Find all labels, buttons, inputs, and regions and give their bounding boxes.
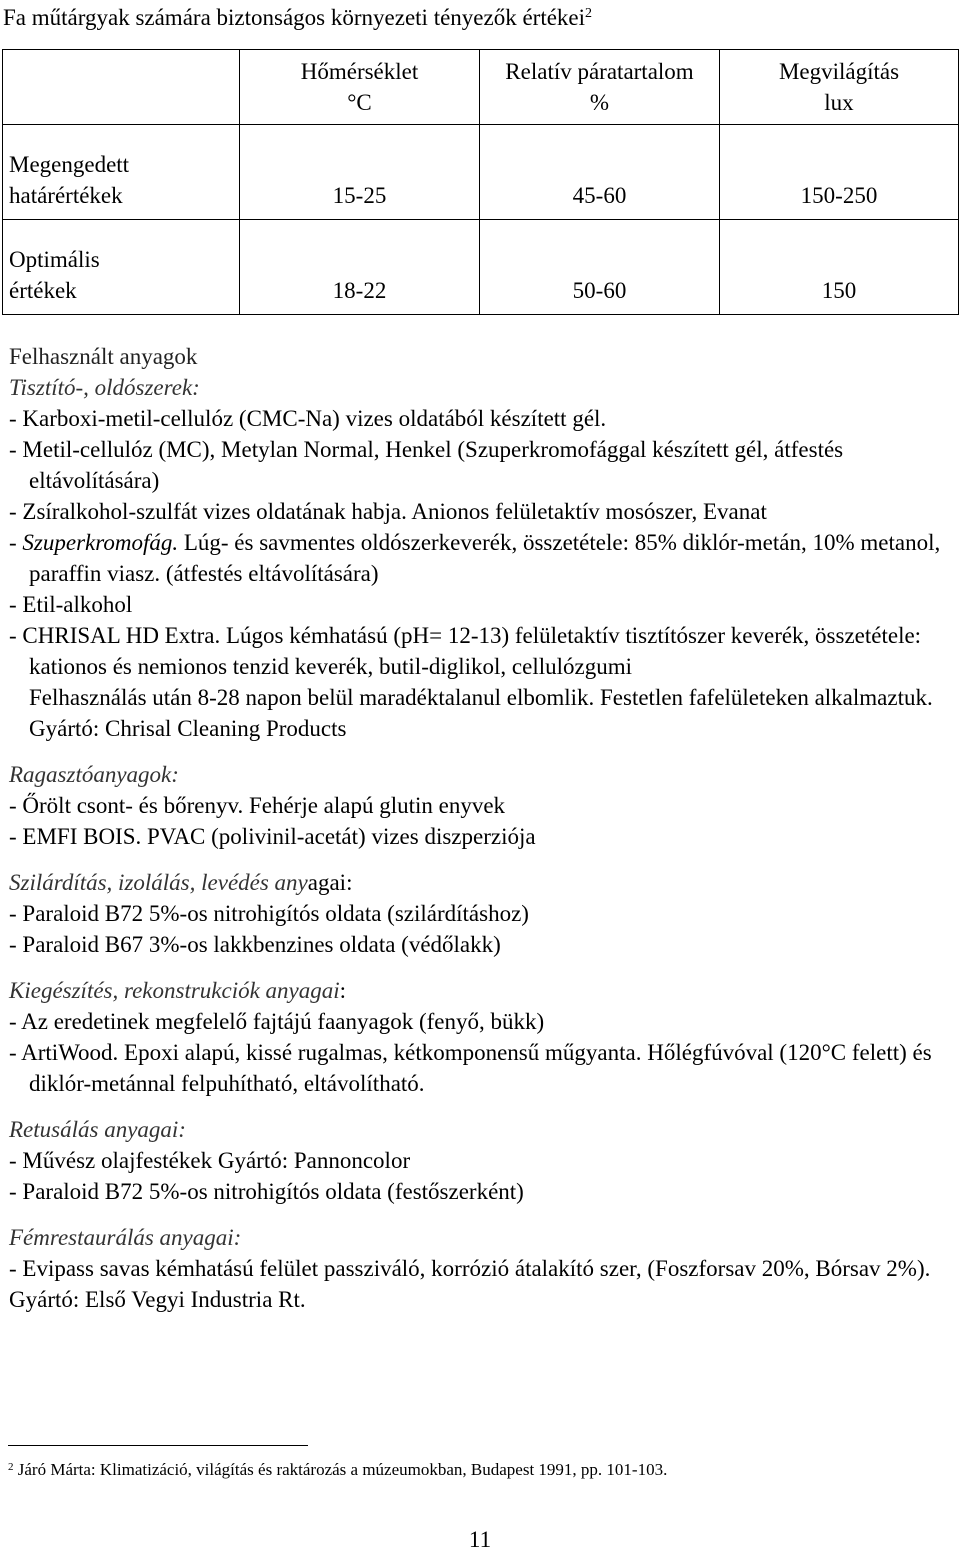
footnote-divider [8,1445,308,1446]
adhesives-title: Ragasztóanyagok: [9,762,179,787]
metal-title: Fémrestaurálás anyagai: [9,1225,242,1250]
metal-text: - Evipass savas kémhatású felület passziváló, korrózió átalakító szer, (Foszforsav 20%, Bórsav 2%). Gyártó: Első Vegyi Industria Rt. [9,1256,931,1312]
table-cell: 150 [720,220,959,315]
list-item: - Metil-cellulóz (MC), Metylan Normal, Henkel (Szuperkromofággal készített gél, átfestés eltávolítására) [9,437,844,493]
materials-content [9,341,954,1315]
footnote: $^2$ Járó Márta: Klimatizáció, világítás és raktározás a múzeumokban, Budapest 1991, pp. 101-103. [8,1460,668,1479]
consolidation-title: Szilárdítás, izolálás, levédés anyagai: [9,870,353,895]
table-header-row [3,50,959,125]
table-cell: 15-25 [240,125,480,220]
table-cell: 150-250 [720,125,959,220]
reconstruction-title: Kiegészítés, rekonstrukciók anyagai: [9,978,347,1003]
page-number: 11 [468,1527,492,1552]
table-corner-cell [3,50,240,125]
list-item: - Paraloid B72 5%-os nitrohigítós oldata (festőszerként) [9,1179,524,1204]
table-cell: 45-60 [480,125,720,220]
chrisal-usage: Felhasználás után 8-28 napon belül maradéktalanul elbomlik. Festetlen fafelületeken alkalmaztuk. [29,685,933,710]
list-item: - ArtiWood. Epoxi alapú, kissé rugalmas, kétkomponensű műgyanta. Hőlégfúvóval (120°C felett) és diklór-metánnal felpuhítható, eltávolítható. [9,1040,932,1096]
list-item: - Karboxi-metil-cellulóz (CMC-Na) vizes oldatából készített gél. [9,406,607,431]
list-item: - Zsíralkohol-szulfát vizes oldatának habja. Anionos felületaktív mosószer, Evanat [9,499,767,524]
table-cell: 50-60 [480,220,720,315]
table-row [3,125,959,220]
header-humidity: Relatív páratartalom % [480,50,720,125]
header-temperature: Hőmérséklet °C [240,50,480,125]
row-label: Optimális értékek [3,220,240,315]
list-item: - Paraloid B67 3%-os lakkbenzines oldata (védőlakk) [9,932,501,957]
list-item: - Szuperkromofág. Lúg- és savmentes oldószerkeverék, összetétele: 85% diklór-metán, 10% metanol, paraffin viasz. (átfestés eltávolítására) [9,530,941,586]
list-item: - CHRISAL HD Extra. Lúgos kémhatású (pH= 12-13) felületaktív tisztítószer keverék, összetétele: kationos és nemionos tenzid keverék, butil-diglikol, cellulózgumi [9,623,922,679]
materials-title: Felhasznált anyagok [9,344,198,369]
list-item: - Paraloid B72 5%-os nitrohigítós oldata (szilárdításhoz) [9,901,529,926]
environment-values-table [2,49,959,315]
retouch-title: Retusálás anyagai: [9,1117,186,1142]
list-item: - Művész olajfestékek Gyártó: Pannoncolor [9,1148,411,1173]
cleaning-title: Tisztító-, oldószerek: [9,375,200,400]
table-cell: 18-22 [240,220,480,315]
page-title: Fa műtárgyak számára biztonságos környezeti tényezők értékei$^2$ [3,5,593,30]
list-item: - Az eredetinek megfelelő fajtájú faanyagok (fenyő, bükk) [9,1009,545,1034]
szuperkromofag-name: Szuperkromofág. [22,530,179,555]
list-item: - Etil-alkohol [9,592,133,617]
footnote-ref: 2 [585,6,593,21]
table-row [3,220,959,315]
row-label: Megengedett határértékek [3,125,240,220]
list-item: - EMFI BOIS. PVAC (polivinil-acetát) vizes diszperziója [9,824,536,849]
header-illumination: Megvilágítás lux [720,50,959,125]
chrisal-maker: Gyártó: Chrisal Cleaning Products [29,716,347,741]
list-item: - Őrölt csont- és bőrenyv. Fehérje alapú glutin enyvek [9,793,506,818]
